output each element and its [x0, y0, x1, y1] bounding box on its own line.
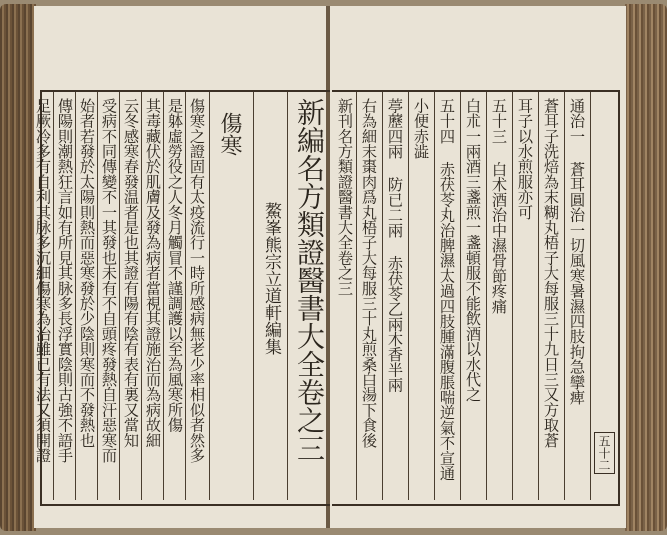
column-rule	[434, 92, 435, 500]
body-column: 是躰虛勞役之人冬月觸冒不謹調護以至為風寒所傷	[166, 98, 184, 433]
body-column: 耳子以水煎服亦可	[516, 98, 534, 220]
column-rule	[185, 92, 186, 500]
column-rule	[512, 92, 513, 500]
column-rule	[382, 92, 383, 500]
body-column: 葶藶四兩 防已二兩 赤茯苓乙兩木香半兩	[386, 98, 404, 393]
body-column: 傷寒之證固有太疫流行一時所感病無老少率相似者然多	[188, 98, 206, 463]
right-text-frame	[332, 90, 620, 506]
body-column: 受病不同傳變不一其發也未有不自頭疼發熱自汗惡寒而	[100, 98, 118, 463]
volume-title: 新編名方類證醫書大全卷之三	[293, 98, 326, 462]
body-column: 足厥冷多有自利其脉多沉細傷寒為治雖已有法又須開證	[34, 98, 52, 463]
left-page-edges	[0, 4, 36, 531]
body-column: 傳陽則潮熱狂言如有所見其脉多長浮實陰則古強不語手	[56, 98, 74, 463]
right-page	[330, 6, 626, 528]
chapter-heading: 傷寒	[217, 112, 242, 156]
column-rule	[253, 92, 254, 500]
column-rule	[460, 92, 461, 500]
body-column: 五十三 白术酒治中濕骨節疼痛	[490, 98, 508, 314]
column-rule	[486, 92, 487, 500]
column-rule	[75, 92, 76, 500]
column-rule	[209, 92, 210, 500]
column-rule	[97, 92, 98, 500]
column-rule	[53, 92, 54, 500]
body-column: 小便赤澁	[412, 98, 430, 159]
column-rule	[538, 92, 539, 500]
body-column: 蒼耳子洗焙為末糊丸梧子大每服三十九日三又方取蒼	[542, 98, 560, 448]
right-page-edges	[625, 4, 667, 531]
column-rule	[119, 92, 120, 500]
body-column: 始者若發於太陽則熱而惡寒發於少陰則寒而不發熱也	[78, 98, 96, 448]
volume-title: 新刊名方類證醫書大全卷之三	[336, 98, 354, 296]
column-rule	[141, 92, 142, 500]
column-rule	[287, 92, 288, 500]
body-column: 右為細末棗肉爲丸梧子大每服三十丸煎桑白湯下食後	[360, 98, 378, 448]
column-rule	[408, 92, 409, 500]
body-column: 通治一 蒼耳圓治一切風寒暑濕四肢拘急攣痺	[568, 98, 586, 405]
body-column: 白朮一兩酒三盞煎一盞頓服不能飲酒以水代之	[464, 98, 482, 402]
body-column: 其毒藏伏於肌膚及發為病者當視其證施治而為病故細	[144, 98, 162, 448]
body-column: 云冬感寒春發温者是也其證有陽有陰有表有裏又當知	[122, 98, 140, 448]
left-page	[34, 6, 326, 528]
body-column: 五十四 赤茯苓丸治脾濕太過四肢腫滿腹脹喘逆氣不宣通	[438, 98, 456, 481]
column-rule	[590, 92, 591, 500]
left-text-frame	[34, 90, 330, 506]
column-rule	[163, 92, 164, 500]
column-rule	[564, 92, 565, 500]
compiler-line: 鰲峯熊宗立道軒編集	[261, 202, 281, 355]
section-number-tab: 五十二	[594, 432, 615, 474]
column-rule	[356, 92, 357, 500]
